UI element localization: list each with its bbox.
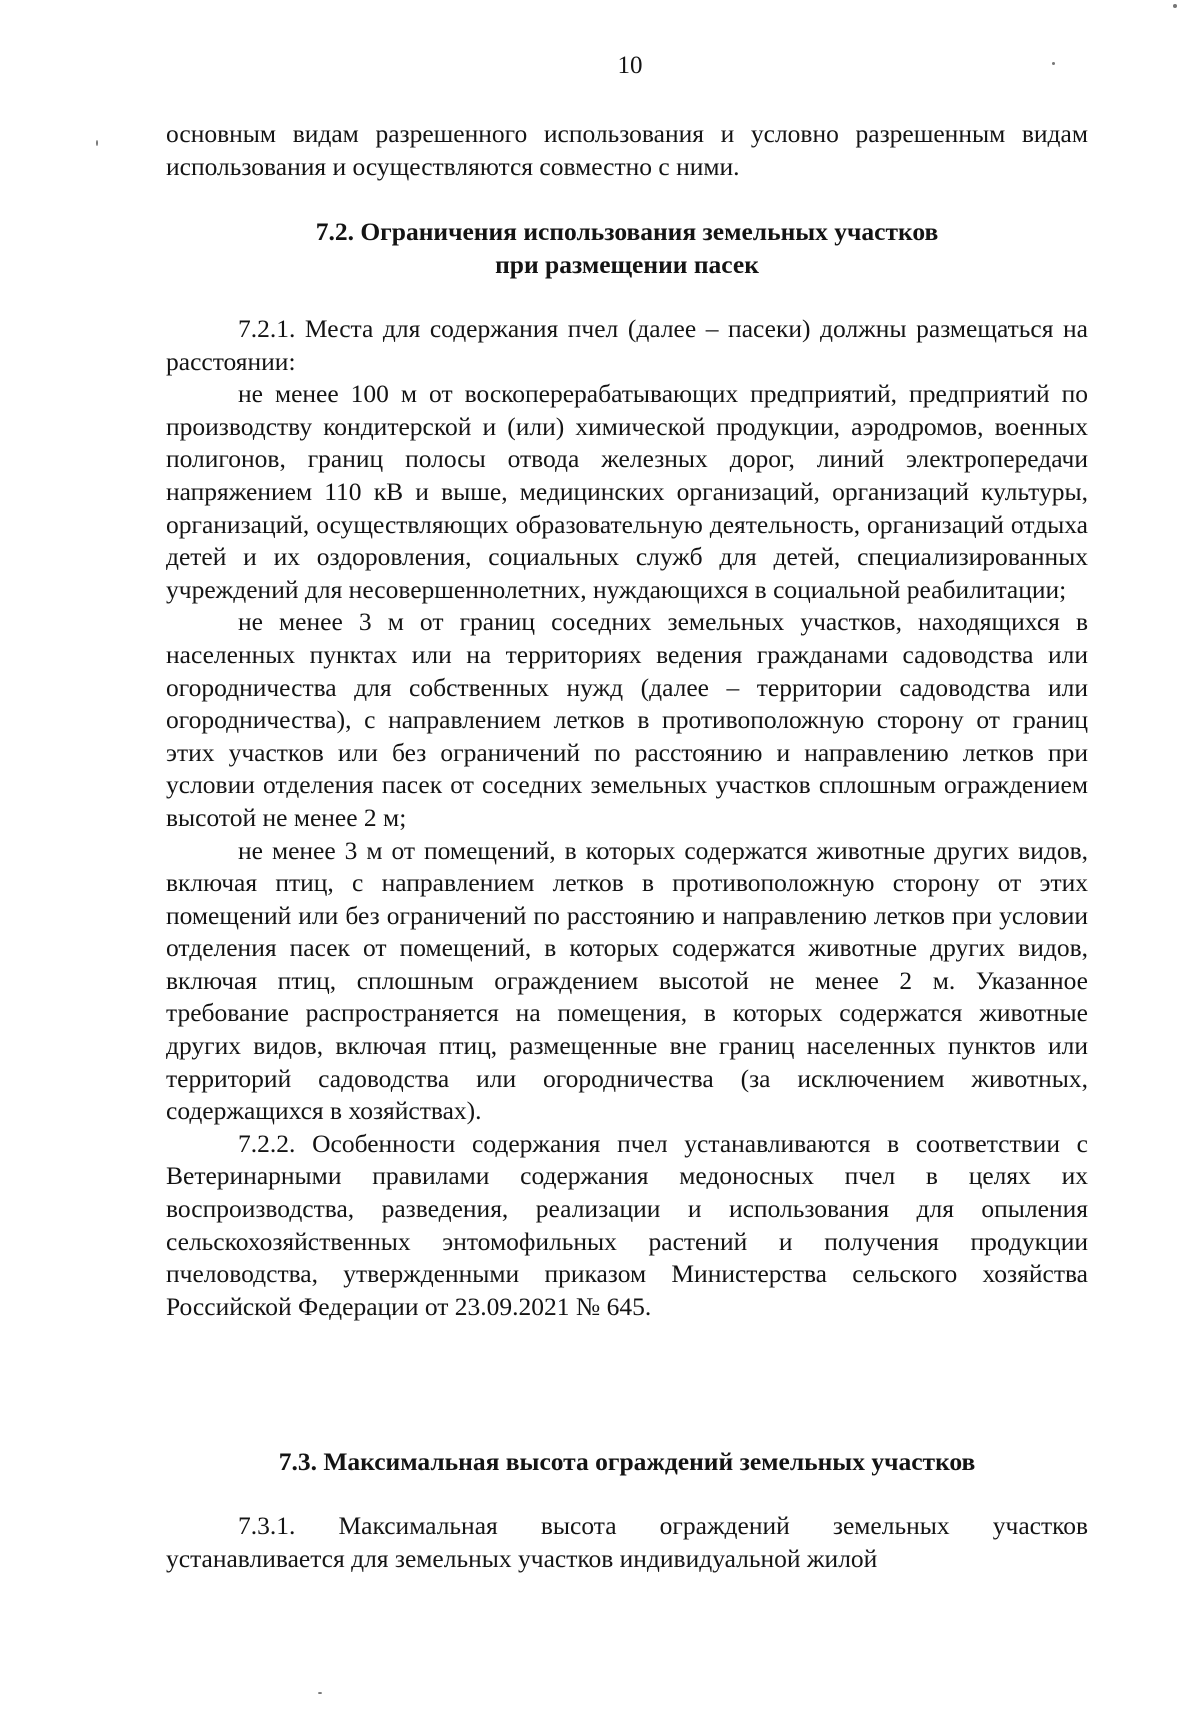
section-7-3-body [166, 1510, 1088, 1575]
paragraph-7-3-1: 7.3.1. Максимальная высота ограждений земельных участков устанавливается для земельных участков индивидуальной жилой [166, 1511, 1088, 1573]
paragraph: основным видам разрешенного использования и условно разрешенным видам использования и осуществляются совместно с ними. [166, 119, 1088, 181]
section-7-3-heading [166, 1446, 1088, 1479]
scan-speck [318, 1692, 322, 1694]
section-7-2-body [166, 313, 1088, 1323]
scan-speck [1173, 4, 1177, 8]
scan-speck [96, 140, 98, 146]
heading-line: при размещении пасек [495, 249, 759, 279]
heading-line: 7.3. Максимальная высота ограждений земельных участков [278, 1447, 976, 1476]
heading-line: 7.2. Ограничения использования земельных участков [315, 217, 939, 246]
paragraph-7-2-2: 7.2.2. Особенности содержания пчел устанавливаются в соответствии с Ветеринарными правилами содержания медоносных пчел в целях их воспроизводства, разведения, реализации и использования для опыления сельскохозяйственных энтомофильных растений и получения продукции пчеловодства, утвержденными приказом Министерства сельского хозяйства Российской Федерации от 23.09.2021 № 645. [166, 1128, 1088, 1321]
paragraph-7-2-1: 7.2.1. Места для содержания пчел (далее – пасеки) должны размещаться на расстоянии: [166, 314, 1088, 376]
paragraph-distance-3m-plots: не менее 3 м от границ соседних земельных участков, находящихся в населенных пунктах или на территориях ведения гражданами садоводства или огородничества для собственных нужд (далее – территории садоводства или огородничества), с направлением летков в противоположную сторону от границ этих участков или без ограничений по расстоянию и направлению летков при условии отделения пасек от соседних земельных участков сплошным ограждением высотой не менее 2 м; [166, 607, 1088, 832]
paragraph-distance-100m: не менее 100 м от воскоперерабатывающих предприятий, предприятий по производству кондитерской и (или) химической продукции, аэродромов, военных полигонов, границ полосы отвода железных дорог, линий электропередачи напряжением 110 кВ и выше, медицинских организаций, организаций культуры, организаций, осуществляющих образовательную деятельность, организаций отдыха детей и их оздоровления, социальных служб для детей, специализированных учреждений для несовершеннолетних, нуждающихся в социальной реабилитации; [166, 379, 1088, 604]
section-7-2-heading [166, 216, 1088, 281]
page-number: 10 [617, 52, 643, 79]
paragraph-distance-3m-premises: не менее 3 м от помещений, в которых содержатся животные других видов, включая птиц, с направлением летков в противоположную сторону от этих помещений или без ограничений по расстоянию и направлению летков при условии отделения пасек от помещений, в которых содержатся животные других видов, включая птиц, сплошным ограждением высотой не менее 2 м. Указанное требование распространяется на помещения, в которых содержатся животные других видов, включая птиц, размещенные вне границ населенных пунктов или территорий садоводства или огородничества (за исключением животных, содержащихся в хозяйствах). [166, 835, 1088, 1126]
continuation-paragraph [166, 118, 1088, 183]
scan-speck [1052, 62, 1055, 65]
